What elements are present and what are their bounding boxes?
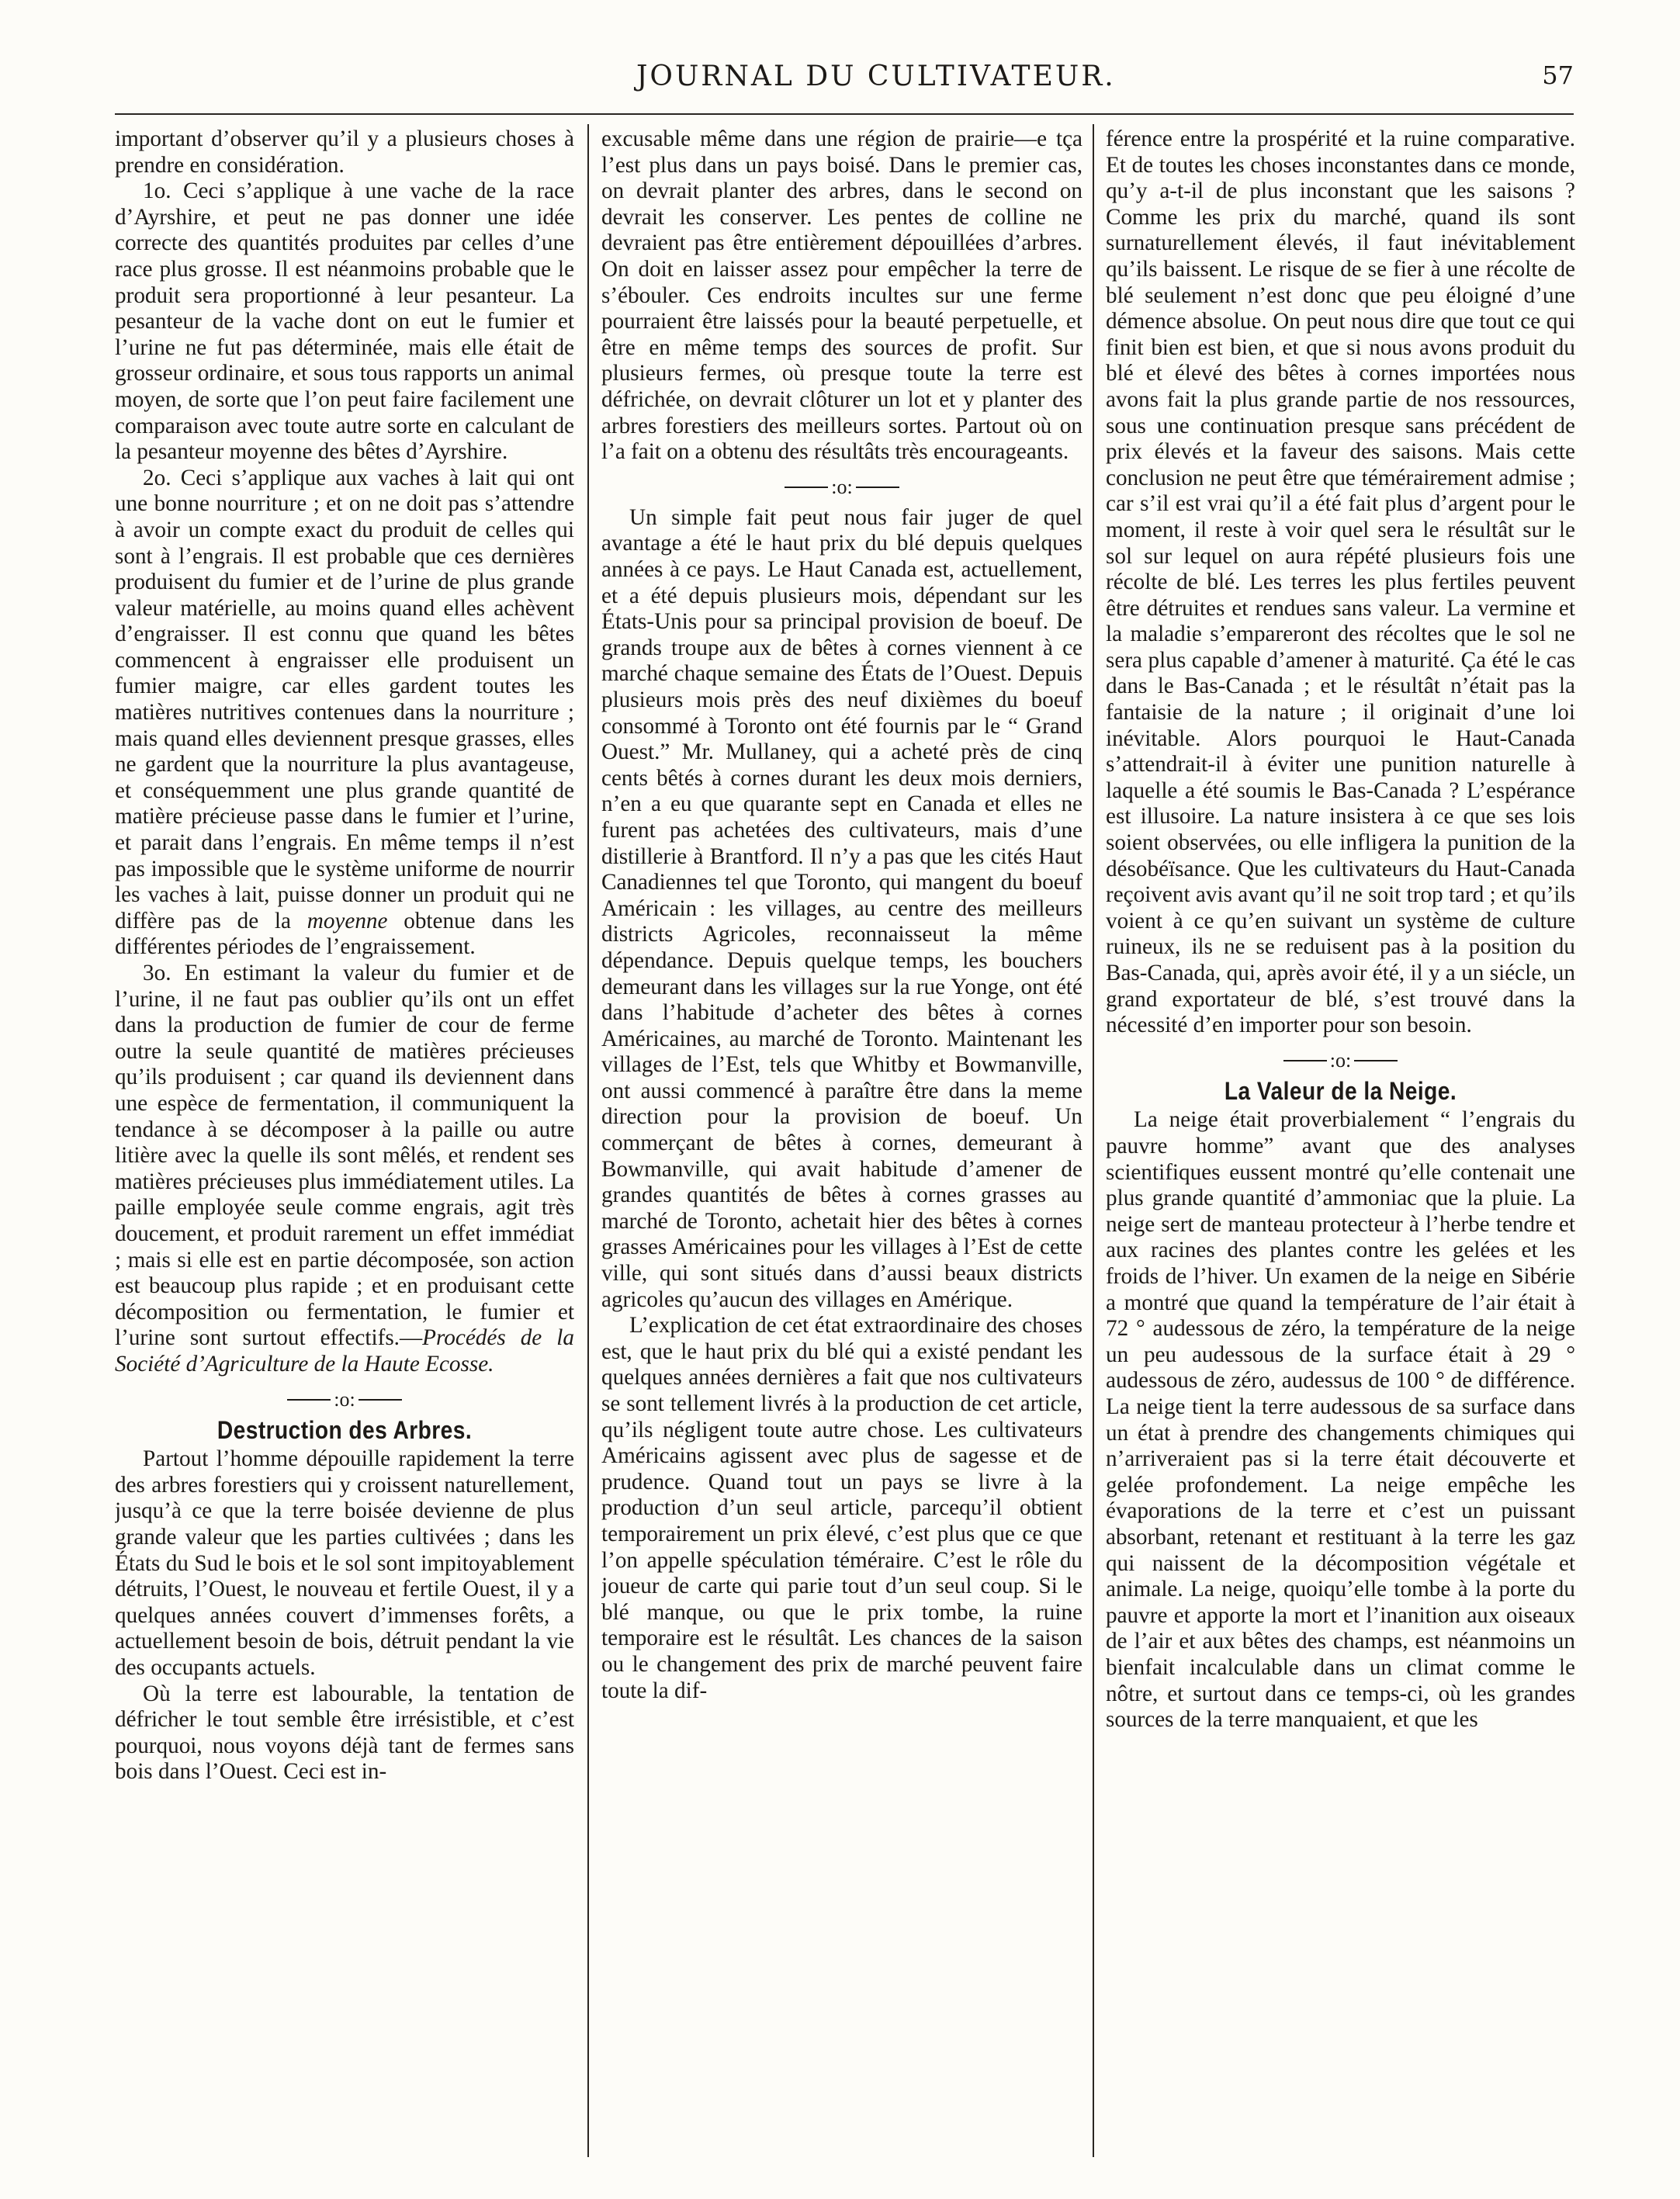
paragraph-text: 3o. En estimant la valeur du fumier et de l’urine, il ne faut pas oublier qu’ils ont un effet dans la production de fumier de cour de ferme outre la seule quantité de matières précieuses qu’ils produisent ; car quand ils deviennent dans une espèce de fermentation, il communiquent la tendance à se décomposer à la paille ou autre litière avec la quelle ils sont mêlés, et rendent ses matières précieuses plus immédiatement utiles. La paille employée seule comme engrais, agit très doucement, et produit rarement un effet immédiat ; mais si elle est en partie décomposée, son action est beaucoup plus rapide ; et en produisant cette décomposition ou fermentation, le fumier et l’urine sont surtout effectifs.— bbox=[115, 961, 574, 1351]
section-separator bbox=[601, 473, 1082, 500]
column-rule-left bbox=[587, 124, 589, 2157]
section-heading: La Valeur de la Neige. bbox=[1224, 1076, 1457, 1105]
section-heading: Destruction des Arbres. bbox=[216, 1415, 473, 1444]
column-2 bbox=[601, 126, 1082, 2167]
paragraph: férence entre la prospérité et la ruine comparative. Et de toutes les choses inconstantes dans ce monde, qu’y a-t-il de plus inconstant que les saisons ? Comme les prix du marché, quand ils sont surnaturellement élevés, il faut inévitablement qu’ils baissent. Le risque de se fier à une récolte de blé seulement n’est donc que peu éloigné d’une démence absolue. On peut nous dire que tout ce qui finit bien est bien, et que si nous avons produit du blé et élevé des bêtes à cornes importées nous avons fait la plus grande partie de nos ressources, sous une continuation presque sans précédent de prix élevés et la faveur des saisons. Mais cette conclusion ne peut être que témérairement admise ; car s’il est vrai qu’il a été fait plus d’argent pour le moment, il reste à voir quel sera le résultât sur le sol sur lequel on aura répété plusieurs fois une récolte de blé. Les terres les plus fertiles peuvent être détruites et rendues sans valeur. La vermine et la maladie s’empareront des récoltes que le sol ne sera plus capable d’amener à maturité. Ça été le cas dans le Bas-Canada ; et le résultât n’était pas la fantaisie de la nature ; il originait d’une loi inévitable. Alors pourquoi le Haut-Canada s’attendrait-il à éviter une punition naturelle à laquelle a été soumis le Bas-Canada ? L’espérance est illusoire. La nature insistera à ce que ses lois soient observées, ou elle infligera la punition de la désobéïsance. Que les cultivateurs du Haut-Canada reçoivent avis avant qu’il ne soit trop tard ; et qu’ils voient à ce qu’en suivant un système de culture ruineux, ils ne se reduisent pas à la position du Bas-Canada, qui, après avoir été, il y a un siécle, un grand exportateur de blé, s’est trouvé dans la nécessité d’en importer pour son besoin. bbox=[1106, 126, 1575, 1038]
paragraph: important d’observer qu’il y a plusieurs choses à prendre en considération. bbox=[115, 126, 574, 178]
column-1 bbox=[115, 126, 574, 2167]
paragraph bbox=[115, 466, 574, 961]
separator-mark: :o: bbox=[334, 1388, 355, 1411]
paragraph bbox=[115, 961, 574, 1378]
section-separator bbox=[115, 1386, 574, 1413]
column-rule-right bbox=[1093, 124, 1094, 2157]
running-header bbox=[0, 61, 1680, 107]
paragraph: Où la terre est labourable, la tentation de défricher le tout semble être irrésistible, et c’est pourquoi, nous voyons déjà tant de fermes sans bois dans l’Ouest. Ceci est in- bbox=[115, 1681, 574, 1785]
page-number: 57 bbox=[1542, 61, 1574, 90]
paragraph: excusable même dans une région de prairie—e tça l’est plus dans un pays boisé. Dans le premier cas, on devrait planter des arbres, dans le second on devrait les conserver. Les pentes de colline ne devraient pas être entièrement dépouillées d’arbres. On doit en laisser assez pour empêcher la terre de s’ébouler. Ces endroits incultes sur une ferme pourraient être laissés pour la beauté perpetuelle, et être en même temps des sources de profit. Sur plusieurs fermes, où presque toute la terre est défrichée, on devrait clôturer un lot et y planter des arbres forestiers des meilleurs sortes. Partout où on l’a fait on a obtenu des résultâts très encourageants. bbox=[601, 126, 1082, 465]
header-rule bbox=[115, 113, 1574, 115]
italic-word: moyenne bbox=[307, 908, 388, 933]
journal-title: JOURNAL DU CULTIVATEUR. bbox=[636, 61, 1116, 92]
paragraph: Un simple fait peut nous fair juger de quel avantage a été le haut prix du blé depuis quelques années à ce pays. Le Haut Canada est, actuellement, et a été depuis plusieurs mois, dépendant sur les États-Unis pour sa principal provision de boeuf. De grands troupe aux de bêtes à cornes viennent à ce marché chaque semaine des États de l’Ouest. Depuis plusieurs mois près des neuf dixièmes du boeuf consommé à Toronto ont été fournis par le “ Grand Ouest.” Mr. Mullaney, qui a acheté près de cinq cents bêtés à cornes durant les deux mois derniers, n’en a eu que quarante sept en Canada et elles ne furent pas achetées des cultivateurs, mais d’une distillerie à Brantford. Il n’y a pas que les cités Haut Canadiennes tel que Toronto, qui mangent du boeuf Américain : les villages, au centre des meilleurs districts Agricoles, reconnaisseut la même dépendance. Depuis quelque temps, les bouchers demeurant dans les villages sur la rue Yonge, ont été dans l’habitude d’acheter des bêtes à cornes Américaines, au marché de Toronto. Maintenant les villages de l’Est, tels que Whitby et Bowmanville, ont aussi commencé à paraître être dans la meme direction pour la provision de boeuf. Un commerçant de bêtes à cornes, demeurant à Bowmanville, qui avait habitude d’amener de grandes quantités de bêtes à cornes grasses au marché de Toronto, achetait hier des bêtes à cornes grasses Américaines pour les villages à l’Est de cette ville, qui sont situés dans d’aussi beaux districts agricoles qu’aucun des villages en Amérique. bbox=[601, 504, 1082, 1312]
paragraph: 1o. Ceci s’applique à une vache de la race d’Ayrshire, et peut ne pas donner une idée correcte des quantités produites par celles d’une race plus grosse. Il est néanmoins probable que le produit sera proportionné à leur pesanteur. La pesanteur de la vache dont on eut le fumier et l’urine ne fut pas déterminée, mais elle était de grosseur ordinaire, et sous tous rapports un animal moyen, de sorte que l’on peut faire facilement une comparaison avec toute autre sorte en calculant de la pesanteur moyenne des bêtes d’Ayrshire. bbox=[115, 178, 574, 465]
separator-mark: :o: bbox=[831, 476, 853, 499]
source-citation: Procédés de la Société d’Agriculture de la Haute Ecosse. bbox=[115, 1325, 574, 1377]
paragraph: L’explication de cet état extraordinaire des choses est, que le haut prix du blé qui a existé pendant les quelques années dernières a fait que nos cultivateurs se sont tellement livrés à la production de cet article, qu’ils négligent toute autre chose. Les cultivateurs Américains agissent avec plus de sagesse et de prudence. Quand tout un pays se livre à la production d’un seul article, parcequ’il obtient temporairement un prix élevé, c’est plus que ce que l’on appelle spéculation téméraire. C’est le rôle du joueur de carte qui parie tout d’un seul coup. Si le blé manque, ou que le prix tombe, la ruine temporaire est le résultât. Les chances de la saison ou le changement des prix de marché peuvent faire toute la dif- bbox=[601, 1313, 1082, 1703]
paragraph: Partout l’homme dépouille rapidement la terre des arbres forestiers qui y croissent naturellement, jusqu’à ce que la terre boisée devienne de plus grande valeur que les parties cultivées ; dans les États du Sud le bois et le sol sont impitoyablement détruits, l’Ouest, le nouveau et fertile Ouest, il y a quelques années couvert d’immenses forêts, a actuellement besoin de bois, détruit pendant la vie des occupants actuels. bbox=[115, 1446, 574, 1680]
separator-mark: :o: bbox=[1329, 1049, 1352, 1072]
column-3 bbox=[1106, 126, 1575, 2167]
paragraph-text: obtenue dans les différentes périodes de l’engraissement. bbox=[115, 908, 574, 960]
section-separator bbox=[1106, 1047, 1575, 1074]
paragraph: La neige était proverbialement “ l’engrais du pauvre homme” avant que des analyses scientifiques eussent montré qu’elle contenait une plus grande quantité d’ammoniac que la pluie. La neige sert de manteau protecteur à l’herbe tendre et aux racines des plantes contre les gelées et les froids de l’hiver. Un examen de la neige en Sibérie a montré que quand la température de l’air était à 72 ° audessous de zéro, la température de la neige un peu audessous de la surface était à 29 ° audessous de zéro, audessus de 100 ° de différence. La neige tient la terre audessous de sa surface dans un état à prendre des changements chimiques qui n’arriveraient pas si la terre était découverte et gelée profondement. La neige empêche les évaporations de la terre et c’est un puissant absorbant, retenant et restituant à la terre les gaz qui naissent de la décomposition végétale et animale. La neige, quoiqu’elle tombe à la porte du pauvre et apporte la mort et l’inanition aux oiseaux de l’air et aux bêtes des champs, est néanmoins un bienfait incalculable dans un climat comme le nôtre, et surtout dans ce temps-ci, où les grandes sources de la terre manquaient, et que les bbox=[1106, 1107, 1575, 1733]
paragraph-text: 2o. Ceci s’applique aux vaches à lait qui ont une bonne nourriture ; et on ne doit pas s’attendre à avoir un compte exact du produit de celles qui sont à l’engrais. Il est probable que ces dernières produisent du fumier et de l’urine de plus grande valeur matérielle, au moins quand elles achèvent d’engraisser. Il est connu que quand les bêtes commencent à engraisser elle produisent un fumier maigre, car elles gardent toutes les matières nutritives contenues dans la nourriture ; mais quand elles deviennent presque grasses, elles ne gardent que la nourriture la plus avantageuse, et conséquemment une plus grande quantité de matière précieuse passe dans le fumier et l’urine, et parait dans l’engrais. En même temps il n’est pas impossible que le système uniforme de nourrir les vaches à lait, puisse donner un produit qui ne diffère pas de la bbox=[115, 465, 574, 933]
